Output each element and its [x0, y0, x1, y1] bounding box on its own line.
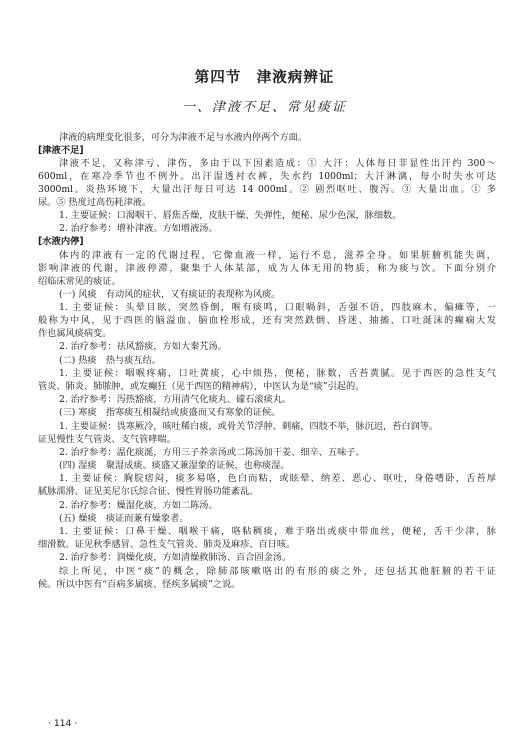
body-line: 腻脉濡滑。证见美尼尔氏综合征、慢性胃肠功能紊乱。: [38, 486, 259, 497]
body-line: 3000ml。炎热环境下，大量出汗每日可达 14 000ml。② 剧烈呕吐、腹泻。③ 大量出血。① 多: [38, 184, 496, 195]
body-line: 2. 治疗参考：燥湿化痰，方如二陈汤。: [59, 500, 218, 511]
section-title: 第四节 津液病辨证: [194, 70, 335, 86]
category-label: [津液不足]: [38, 145, 84, 156]
body-line: 体内的津液有一定的代谢过程，它像血液一样，运行不息，滋养全身。如果脏腑机能失调，: [59, 250, 496, 261]
body-line: 1. 主要证候：畏寒厥冷，咳吐稀白痰，或骨关节浮肿、剌痛，四肢不举，脉沉迟，苔白润等。: [59, 421, 439, 432]
body-line: 综上所见，中医“痰”的概念，除肺部咳嗽咯出的有形的痰之外，还包括其他脏腑的若干证: [59, 566, 496, 577]
body-line: 尿。⑤ 热度过高伤耗津液。: [38, 197, 152, 208]
subsection-title: 一、津液不足、常见痰证: [181, 100, 347, 115]
body-line: 津液的病理变化很多，可分为津液不足与水液内停两个方面。: [59, 132, 308, 143]
subheading: (一) 风痰 有动风的症状，又有痰证的表现称为风痰。: [59, 289, 281, 300]
body-line: 2. 治疗参考：润燥化痰，方如清燥救肺汤、百合固金汤。: [59, 552, 292, 563]
body-line: 2. 治疗参考：祛风豁痰，方如大秦艽汤。: [59, 341, 227, 352]
body-line: 津液不足，又称津亏、津伤，多由于以下因素造成：① 大汗：人体每日非显性出汗约 300～: [59, 158, 496, 169]
body-line: 证见慢性支气管炎、支气管哮喘。: [38, 434, 176, 445]
body-line: 1. 主要证候：咽喉疼痛，口吐黄痰，心中烦热，便秘，脉数，舌苔黄腻。见于西医的急性支气: [59, 368, 496, 379]
body-line: 2. 治疗参考：增补津液。方如增液汤。: [59, 223, 218, 234]
body-line: 细滑数。证见秋季感冒、急性支气管炎、肺炎及麻疹、百日咳。: [38, 539, 296, 550]
body-line: 管炎、肺炎、肺脓肿，或发癫狂（见于西医的精神病），中医认为是“痰”引起的。: [38, 381, 365, 392]
subheading: (三) 寒痰 指寒痰互相凝结或痰盛而又有寒象的证候。: [59, 407, 281, 418]
body-line: 600ml，在寒冷季节也不例外。出汗湿透衬衣裤，失水约 1000ml；大汗淋漓，每小时失水可达: [38, 171, 496, 182]
subheading: (四) 湿痰 聚湿成痰。痰盛又兼湿象的证候，也称痰湿。: [59, 460, 290, 471]
body-line: 1. 主要证候：口鼻干燥、咽喉干痛，咯粘稠痰，难于咯出或痰中带血丝，便秘，舌干少津，脉: [59, 526, 496, 537]
body-line: 1. 主要证候：胸脘痞闷，痰多易咯，色白而粘，或眩晕、纳差、恶心、呕吐，身倦嗜卧，舌苔厚: [59, 473, 496, 484]
subheading: (二) 热痰 热与痰互结。: [59, 355, 161, 366]
body-line: 影响津液的代谢，津液停滞，聚集于人体某部，成为人体无用的物质，称为痰与饮。下面分别介: [38, 263, 496, 274]
body-line: 1. 主要证候：头晕目眩，突然昏倒，喉有痰鸣，口眼喎斜，舌强不语，四肢麻木，偏瘫等，一: [59, 302, 496, 313]
body-line: 绍临床常见的痰证。: [38, 276, 121, 287]
body-line: 2. 治疗参考：泻热豁痰，方用清气化痰丸、礞石滚痰丸。: [59, 394, 292, 405]
subheading: (五) 燥痰 痰证而兼有燥象者。: [59, 513, 189, 524]
body-line: 1. 主要证候：口渴咽干、唇焦舌燥，皮肤干燥、失弹性，便秘、尿少色深，脉细数。: [59, 210, 402, 221]
page-number: · 114 ·: [48, 718, 78, 729]
body-line: 作也属风痰病变。: [38, 328, 112, 339]
body-line: 候。所以中医有“百病多属痰、怪疾多属痰”之说。: [38, 579, 241, 590]
category-label: [水液内停]: [38, 236, 84, 247]
body-line: 2. 治疗参考：温化痰涎，方用三子养亲汤或二陈汤加干姜、细辛、五味子。: [59, 447, 365, 458]
body-line: 般称为中风，见于西医的脑溢血、脑血栓形成，还有突然跌倒、昏迷、抽搐、口吐涎沫的癫痫大发: [38, 315, 496, 326]
